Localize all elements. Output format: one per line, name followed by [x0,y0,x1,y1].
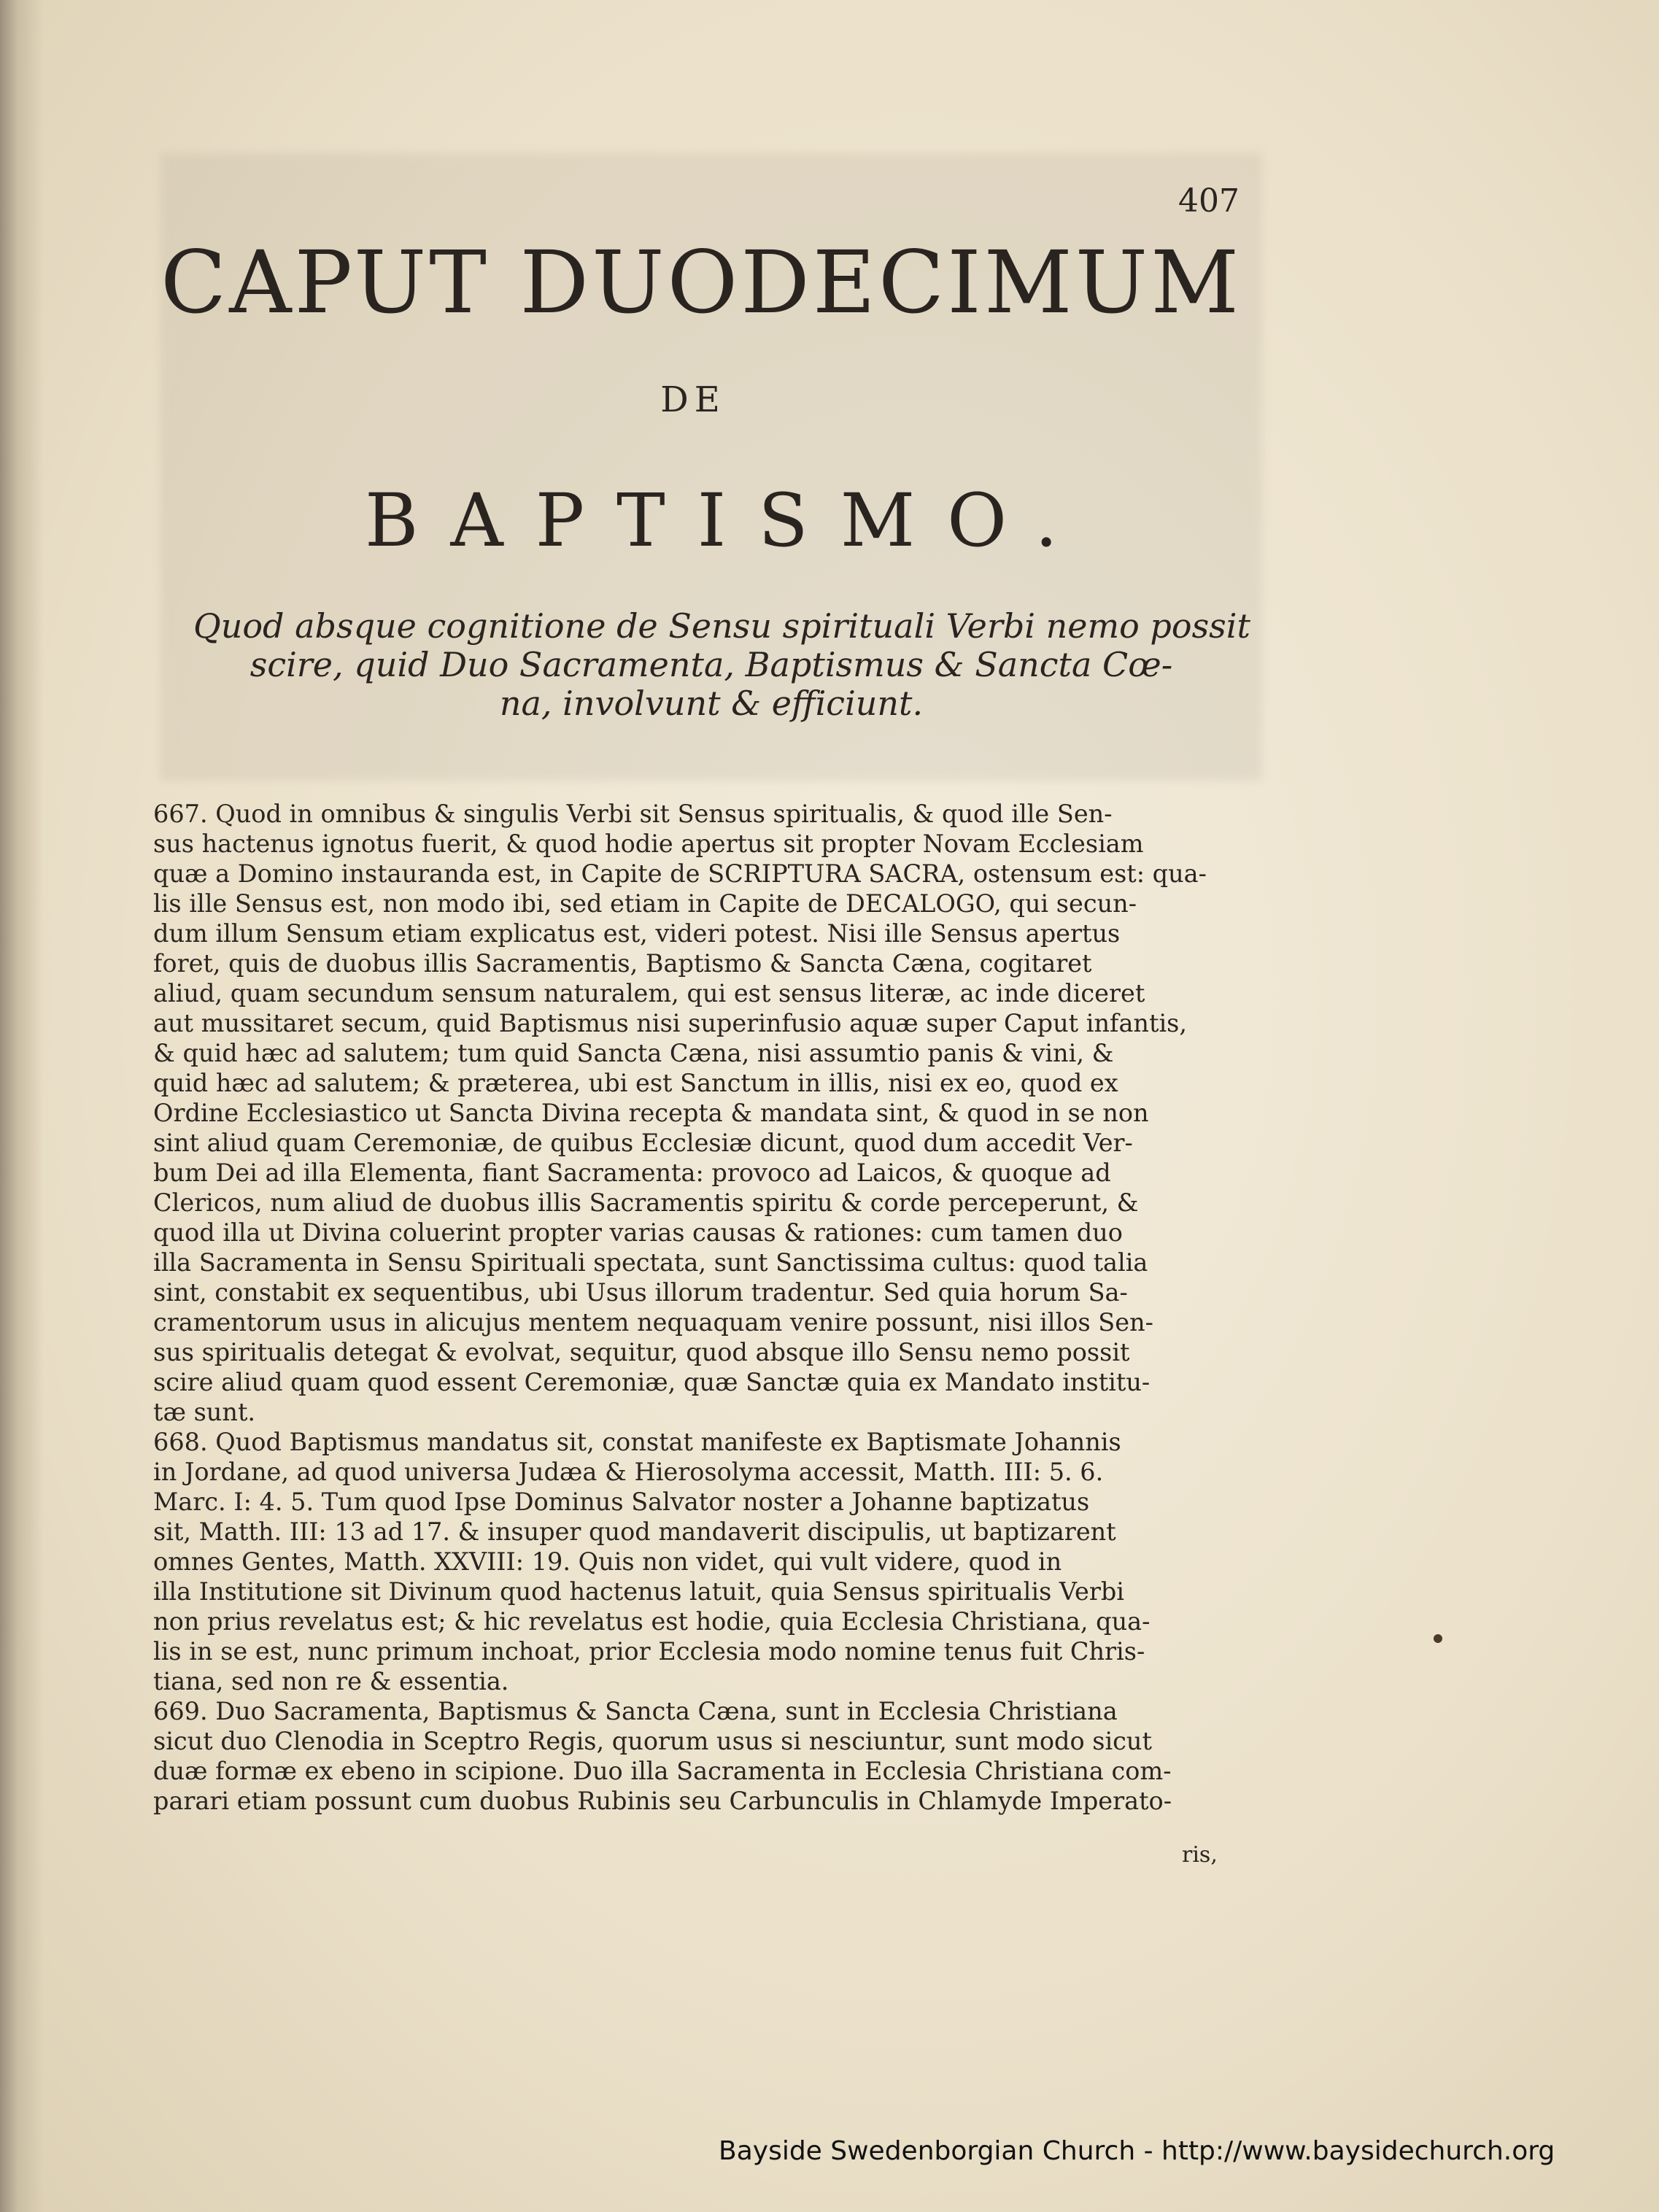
body-line: non prius revelatus est; & hic revelatus est hodie, quia Ecclesia Christiana, qua- [153,1607,1151,1636]
body-line: quid hæc ad salutem; & præterea, ubi est Sanctum in illis, nisi ex eo, quod ex [153,1069,1118,1097]
summary-line: na, involvunt & efficiunt. [499,684,924,723]
body-line: Clericos, num aliud de duobus illis Sacramentis spiritu & corde perceperunt, & [153,1188,1139,1217]
body-line: 667. Quod in omnibus & singulis Verbi sit Sensus spiritualis, & quod ille Sen- [153,800,1113,828]
body-line: lis ille Sensus est, non modo ibi, sed etiam in Capite de DECALOGO, qui secun- [153,889,1137,918]
chapter-summary [193,606,1250,723]
body-line: cramentorum usus in alicujus mentem nequaquam venire possunt, nisi illos Sen- [153,1308,1153,1337]
body-line: duæ formæ ex ebeno in scipione. Duo illa Sacramenta in Ecclesia Christiana com- [153,1757,1172,1785]
body-line: sus spiritualis detegat & evolvat, sequitur, quod absque illo Sensu nemo possit [153,1338,1130,1366]
body-line: & quid hæc ad salutem; tum quid Sancta Cæna, nisi assumtio panis & vini, & [153,1039,1114,1067]
body-line: parari etiam possunt cum duobus Rubinis seu Carbunculis in Chlamyde Imperato- [153,1787,1172,1815]
page-number: 407 [1178,182,1240,220]
body-line: sus hactenus ignotus fuerit, & quod hodie apertus sit propter Novam Ecclesiam [153,830,1144,858]
body-line: illa Institutione sit Divinum quod hactenus latuit, quia Sensus spiritualis Verbi [153,1577,1125,1606]
body-line: lis in se est, nunc primum inchoat, prior Ecclesia modo nomine tenus fuit Chris- [153,1637,1145,1666]
body-line: quæ a Domino instauranda est, in Capite de SCRIPTURA SACRA, ostensum est: qua- [153,859,1207,888]
body-line: tiana, sed non re & essentia. [153,1667,509,1695]
body-line: Ordine Ecclesiastico ut Sancta Divina recepta & mandata sint, & quod in se non [153,1099,1149,1127]
body-line: omnes Gentes, Matth. XXVIII: 19. Quis non videt, qui vult videre, quod in [153,1547,1062,1576]
body-line: quod illa ut Divina coluerint propter varias causas & rationes: cum tamen duo [153,1218,1123,1247]
body-line: sint aliud quam Ceremoniæ, de quibus Ecclesiæ dicunt, quod dum accedit Ver- [153,1129,1133,1157]
summary-line: Quod absque cognitione de Sensu spirituali Verbi nemo possit [193,606,1250,646]
ink-spot [1434,1634,1442,1643]
body-line: illa Sacramenta in Sensu Spirituali spectata, sunt Sanctissima cultus: quod talia [153,1248,1148,1277]
chapter-title: CAPUT DUODECIMUM [161,232,1242,333]
body-line: foret, quis de duobus illis Sacramentis, Baptismo & Sancta Cæna, cogitaret [153,949,1092,978]
chapter-subject: BAPTISMO. [365,478,1090,563]
site-watermark: Bayside Swedenborgian Church - http://www.baysidechurch.org [719,2136,1555,2166]
body-line: aut mussitaret secum, quid Baptismus nisi superinfusio aquæ super Caput infantis, [153,1009,1188,1037]
body-line: bum Dei ad illa Elementa, fiant Sacramenta: provoco ad Laicos, & quoque ad [153,1159,1111,1187]
body-line: sicut duo Clenodia in Sceptro Regis, quorum usus si nesciuntur, sunt modo sicut [153,1727,1152,1755]
page-binding-shadow [0,0,44,2212]
catchword: ris, [1182,1842,1218,1868]
body-line: 668. Quod Baptismus mandatus sit, constat manifeste ex Baptismate Johannis [153,1428,1121,1456]
body-line: aliud, quam secundum sensum naturalem, qui est sensus literæ, ac inde diceret [153,979,1145,1008]
body-line: Marc. I: 4. 5. Tum quod Ipse Dominus Salvator noster a Johanne baptizatus [153,1488,1090,1516]
body-text [153,799,1233,1816]
chapter-de: DE [660,379,726,420]
body-line: in Jordane, ad quod universa Judæa & Hierosolyma accessit, Matth. III: 5. 6. [153,1458,1104,1486]
body-line: scire aliud quam quod essent Ceremoniæ, quæ Sanctæ quia ex Mandato institu- [153,1368,1151,1396]
body-line: tæ sunt. [153,1398,256,1426]
body-line: dum illum Sensum etiam explicatus est, videri potest. Nisi ille Sensus apertus [153,919,1121,948]
summary-line: scire, quid Duo Sacramenta, Baptismus & Sancta Cœ- [250,645,1173,684]
body-line: sint, constabit ex sequentibus, ubi Usus illorum tradentur. Sed quia horum Sa- [153,1278,1128,1307]
body-line: 669. Duo Sacramenta, Baptismus & Sancta Cæna, sunt in Ecclesia Christiana [153,1697,1118,1725]
body-line: sit, Matth. III: 13 ad 17. & insuper quod mandaverit discipulis, ut baptizarent [153,1517,1116,1546]
